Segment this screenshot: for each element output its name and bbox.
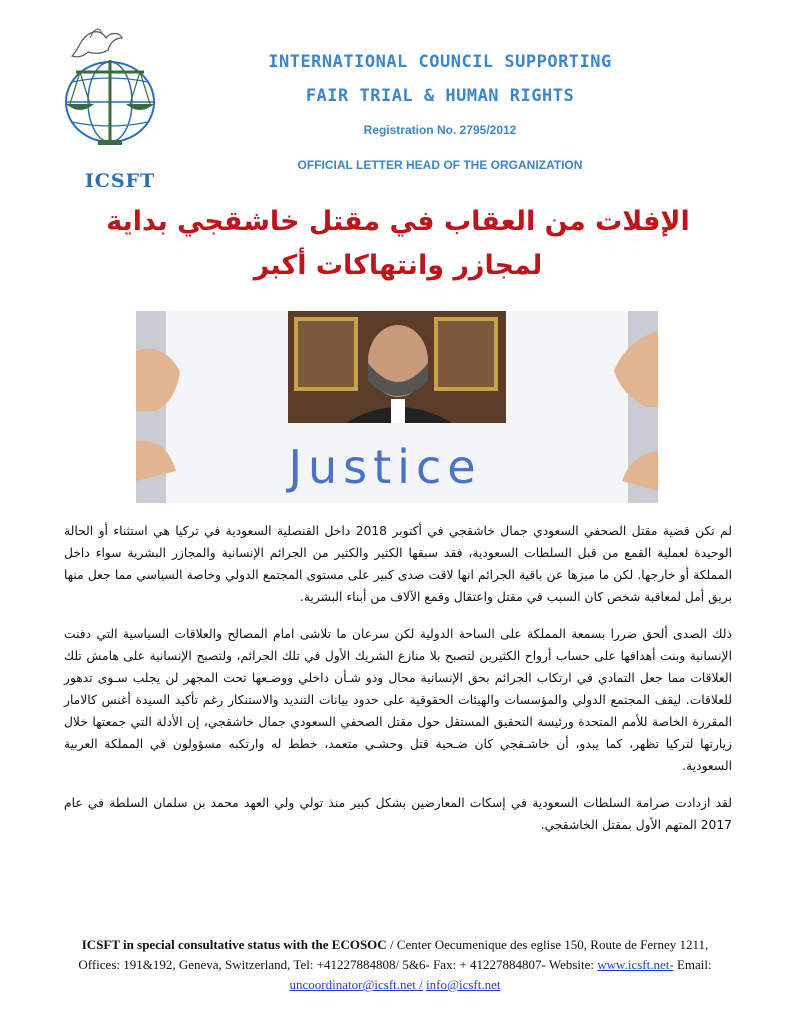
website-link[interactable]: www.icsft.net- — [597, 957, 674, 972]
article-title: الإفلات من العقاب في مقتل خاشقجي بداية لمجازر وانتهاكات أكبر — [106, 206, 690, 281]
organization-logo — [50, 24, 170, 192]
organization-name-line-2: FAIR TRIAL & HUMAN RIGHTS — [305, 86, 575, 106]
footer-status: ICSFT in special consultative status with the ECOSOC — [81, 937, 387, 952]
paragraph-1: لم تكن قضية مقتل الصحفي السعودي جمال خاشقجي في أكتوبر 2018 داخل القنصلية السعودية في تركيا هي استثناء أو الحالة الوحيدة لعملية القمع من قبل السلطات السعودية، فقد سبقها الكثير والكثير من الجرائم الإنسانية والمجازر البشرية سواء داخل المملكة أو خارجها. لكن ما ميزها عن باقية الجرائم انها لاقت صدى كبير على مستوى المجتمع الدولي وخاصة السياسي مما جعل منها بريق أمل لمعاقبة شخص كان السبب في مقتل واعتقال وقمع الآلاف من أبناء البشرية. — [64, 524, 732, 604]
email-label: Email: — [673, 957, 712, 972]
paragraph-2: ذلك الصدى ألحق ضررا بسمعة المملكة على الساحة الدولية لكن سرعان ما تلاشى امام المصالح والعلاقات السياسية التي دفنت الإنسانية وبنت أهدافها على حساب أرواح الكثيرين لتصبح بلا منازع الشريك الأول في تلك الجرائم، ولتصبح الإنسانية على هامش تلك العلاقات مما جعل التمادي في ارتكاب الجرائم بحق الإنسانية محال وذو شـأن داخلي ووضـعها تحت المجهر لن يجلب سـوى تدهور للعلاقات. ليقف المجتمع الدولي والمؤسسات والهيئات الحقوقية على حدود بيانات التنديد والاستنكار رغم تأكيد السيدة أغنس كالامار المقررة الخاصة للأمم المتحدة ورئيسة التحقيق المستقل حول مقتل الصحفي السعودي جمال خاشقجي، إن الأدلة التي جمعتها خلال زيارتها لتركيا تظهر، كما يبدو، أن خاشـقجي كان ضـحية قتل وحشـي متعمد، خطط له وارتكبه مسؤولون في المملكة العربية السعودية. — [64, 627, 732, 773]
article-body — [64, 520, 732, 851]
organization-name-line-1: INTERNATIONAL COUNCIL SUPPORTING — [268, 52, 612, 72]
paragraph-3: لقد ازدادت صرامة السلطات السعودية في إسكات المعارضين بشكل كبير منذ تولي ولي العهد محمد بن سلمان السلطة في عام 2017 المتهم الأول بمقتل الخاشقجي. — [64, 796, 732, 832]
footer-address: / Center Oecumenique des eglise 150, Route de Ferney 1211, Offices: 191&192, Geneva, Switzerland, Tel: +41227884808/ 5&6- Fax: + 41227884807- Website: — [78, 937, 709, 972]
email-link-info[interactable]: info@icsft.net — [426, 977, 501, 992]
official-letterhead-label: OFFICIAL LETTER HEAD OF THE ORGANIZATION — [297, 158, 583, 172]
email-link-coordinator[interactable]: uncoordinator@icsft.net / — [289, 977, 423, 992]
registration-number: Registration No. 2795/2012 — [363, 123, 517, 137]
logo-text: ICSFT — [84, 170, 156, 192]
photo-caption-justice: Justice — [288, 440, 482, 494]
footer-contact — [70, 935, 720, 995]
dove-scales-icon — [50, 24, 170, 174]
